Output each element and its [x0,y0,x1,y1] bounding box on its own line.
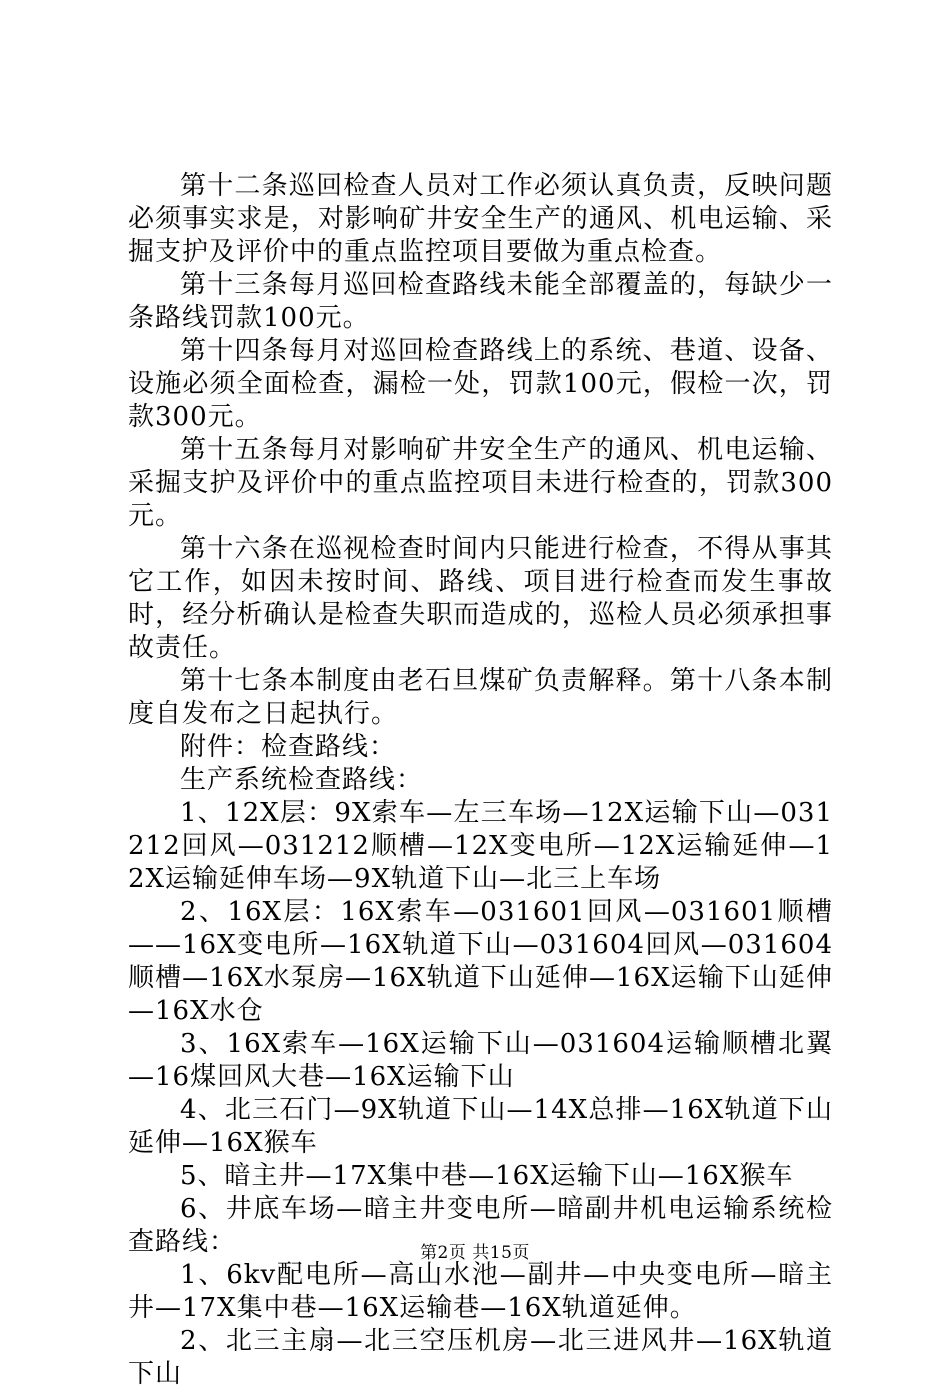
route-item-2: 2、16X层：16X索车—031601回风—031601顺槽——16X变电所—16X轨道下山—031604回风—031604顺槽—16X水泵房—16X轨道下山延伸—16X运输下山延伸—16X水仓 [128,897,833,1026]
page-number-footer: 第2页 共15页 [420,1243,530,1263]
electromech-route-item-1: 1、6kv配电所—高山水池—副井—中央变电所—暗主井—17X集中巷—16X运输巷—16X轨道延伸。 [128,1260,833,1323]
route-item-5: 5、暗主井—17X集中巷—16X运输下山—16X猴车 [180,1161,794,1191]
paragraph-article-13: 第十三条每月巡回检查路线未能全部覆盖的，每缺少一条路线罚款100元。 [128,270,833,333]
paragraph-production-routes-heading: 生产系统检查路线： [180,765,424,795]
paragraph-article-15: 第十五条每月对影响矿井安全生产的通风、机电运输、采掘支护及评价中的重点监控项目未进行检查的，罚款300元。 [128,435,833,531]
route-item-1: 1、12X层：9X索车—左三车场—12X运输下山—031212回风—031212顺槽—12X变电所—12X运输延伸—12X运输延伸车场—9X轨道下山—北三上车场 [128,798,833,894]
route-item-4: 4、北三石门—9X轨道下山—14X总排—16X轨道下山延伸—16X猴车 [128,1095,833,1158]
route-item-6: 6、井底车场—暗主井变电所—暗副井机电运输系统检查路线： [128,1194,833,1257]
electromech-route-item-2: 2、北三主扇—北三空压机房—北三进风井—16X轨道下山 [128,1326,833,1389]
paragraph-article-16: 第十六条在巡视检查时间内只能进行检查，不得从事其它工作，如因未按时间、路线、项目进行检查而发生事故时，经分析确认是检查失职而造成的，巡检人员必须承担事故责任。 [128,534,833,663]
paragraph-attachment-heading: 附件：检查路线： [180,732,397,762]
route-item-3: 3、16X索车—16X运输下山—031604运输顺槽北翼—16煤回风大巷—16X运输下山 [128,1029,833,1092]
paragraph-article-14: 第十四条每月对巡回检查路线上的系统、巷道、设备、设施必须全面检查，漏检一处，罚款100元，假检一次，罚款300元。 [128,336,833,432]
paragraph-article-17-18: 第十七条本制度由老石旦煤矿负责解释。第十八条本制度自发布之日起执行。 [128,666,833,729]
paragraph-article-12: 第十二条巡回检查人员对工作必须认真负责，反映问题必须事实求是，对影响矿井安全生产的通风、机电运输、采掘支护及评价中的重点监控项目要做为重点检查。 [128,171,833,267]
document-body [128,170,833,1391]
